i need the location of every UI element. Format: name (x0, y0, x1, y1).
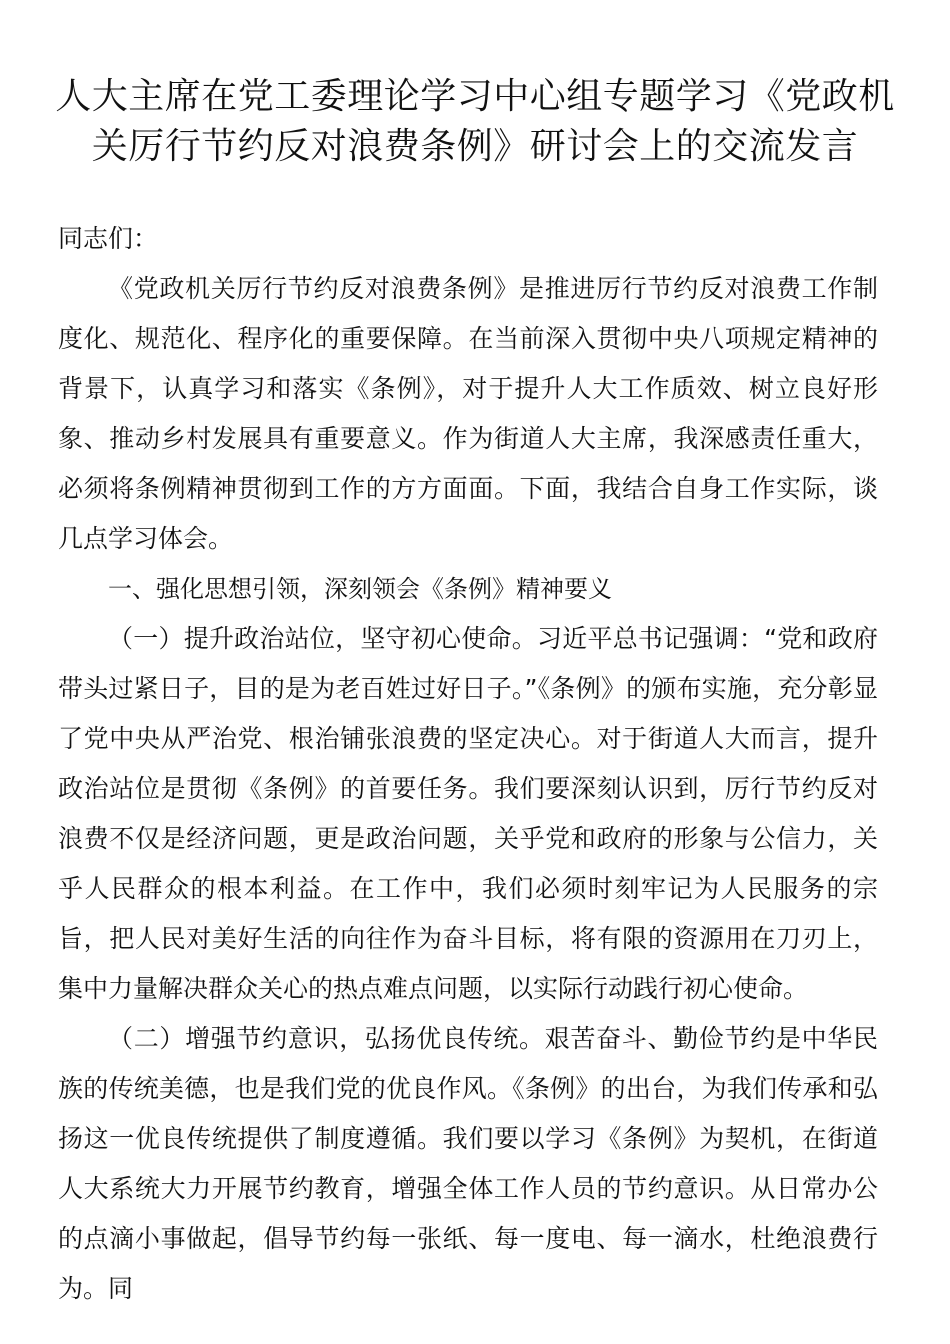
intro-paragraph: 《党政机关厉行节约反对浪费条例》是推进厉行节约反对浪费工作制度化、规范化、程序化的重要保障。在当前深入贯彻中央八项规定精神的背景下，认真学习和落实《条例》，对于提升人大工作质效、树立良好形象、推动乡村发展具有重要意义。作为街道人大主席，我深感责任重大，必须将条例精神贯彻到工作的方方面面。下面，我结合自身工作实际，谈几点学习体会。 (58, 274, 878, 553)
subsection-paragraph-1: （一）提升政治站位，坚守初心使命。习近平总书记强调：“党和政府带头过紧日子，目的是为老百姓过好日子。”《条例》的颁布实施，充分彰显了党中央从严治党、根治铺张浪费的坚定决心。对于街道人大而言，提升政治站位是贯彻《条例》的首要任务。我们要深刻认识到，厉行节约反对浪费不仅是经济问题，更是政治问题，关乎党和政府的形象与公信力，关乎人民群众的根本利益。在工作中，我们必须时刻牢记为人民服务的宗旨，把人民对美好生活的向往作为奋斗目标，将有限的资源用在刀刃上，集中力量解决群众关心的热点难点问题，以实际行动践行初心使命。 (58, 624, 878, 1003)
salutation: 同志们： (58, 224, 159, 253)
subsection-paragraph-2: （二）增强节约意识，弘扬优良传统。艰苦奋斗、勤俭节约是中华民族的传统美德，也是我们党的优良作风。《条例》的出台，为我们传承和弘扬这一优良传统提供了制度遵循。我们要以学习《条例》为契机，在街道人大系统大力开展节约教育，增强全体工作人员的节约意识。从日常办公的点滴小事做起，倡导节约每一张纸、每一度电、每一滴水，杜绝浪费行为。同 (58, 1024, 878, 1303)
section-heading: 一、强化思想引领，深刻领会《条例》精神要义 (108, 575, 612, 603)
document-title: 人大主席在党工委理论学习中心组专题学习《党政机关厉行节约反对浪费条例》研讨会上的交流发言 (55, 76, 895, 167)
document-body (58, 214, 878, 1314)
